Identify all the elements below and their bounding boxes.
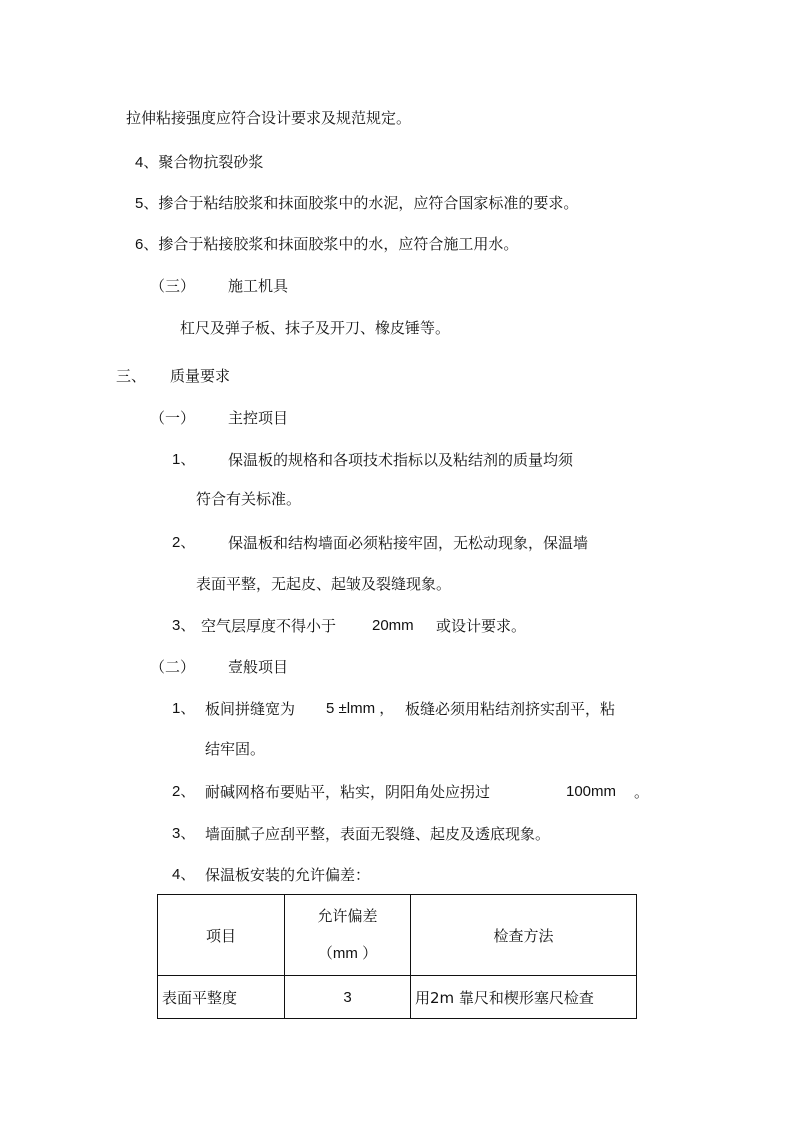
header-tolerance-line1: 允许偏差 [317,907,378,925]
paragraph-line: 表面平整，无起皮、起皱及裂缝现象。 [196,575,452,593]
item-number: 6、 [135,236,159,253]
item-number: 1、 [172,700,196,717]
header-method: 检查方法 [411,895,637,976]
header-item: 项目 [158,895,285,976]
section-heading-tools [150,276,195,296]
cell-method: 用2m 靠尺和楔形塞尺检查 [411,976,637,1019]
paragraph-line: 杠尺及弹子板、抹子及开刀、橡皮锤等。 [180,319,451,337]
header-tolerance-line2: （mm ） [317,945,378,962]
item-number: 4、 [135,154,159,171]
list-item-6 [135,234,518,255]
paragraph-text: 。 [634,783,650,801]
value-text: 100mm [566,783,617,800]
paragraph-line: 保温板和结构墙面必须粘接牢固，无松动现象，保温墙 [228,534,589,552]
value-text: 20mm [372,617,414,634]
list-item-4 [135,152,263,173]
paragraph-text: 板缝必须用粘结剂挤实刮平，粘 [405,700,616,718]
chapter-heading: 质量要求 [170,367,231,385]
paragraph-text: 板间拼缝宽为 [205,700,296,718]
item-number: 3、 [172,825,196,842]
paragraph-line: 符合有关标准。 [196,490,302,508]
section-number: （二） [150,658,196,676]
header-tolerance [285,895,411,976]
tolerance-table [157,894,637,1019]
cell-item: 表面平整度 [158,976,285,1019]
item-number: 4、 [172,866,196,883]
paragraph-line: 墙面腻子应刮平整，表面无裂缝、起皮及透底现象。 [205,825,551,843]
section-number: （一） [150,409,196,427]
paragraph-line: 结牢固。 [205,740,266,758]
item-number: 3、 [172,617,196,634]
value-text: 5 ±lmm ， [326,700,395,717]
table-header-row [158,895,637,976]
section-number: （三） [150,277,196,295]
section-heading: 壹般项目 [228,658,289,676]
item-number: 5、 [135,195,159,212]
paragraph-line: 保温板安装的允许偏差： [205,866,371,884]
list-item-5 [135,193,578,214]
chapter-number: 三、 [116,367,147,385]
paragraph-line: 拉伸粘接强度应符合设计要求及规范规定。 [126,109,412,127]
paragraph-text: 耐碱网格布要贴平，粘实，阴阳角处应拐过 [205,783,491,801]
table-row [158,976,637,1019]
item-text: 掺合于粘接胶浆和抹面胶浆中的水，应符合施工用水。 [158,235,519,253]
cell-tolerance: 3 [285,976,411,1019]
paragraph-text: 或设计要求。 [436,617,527,635]
item-number: 1、 [172,451,196,468]
item-number: 2、 [172,534,196,551]
item-number: 2、 [172,783,196,800]
item-text: 掺合于粘结胶浆和抹面胶浆中的水泥，应符合国家标准的要求。 [158,194,579,212]
section-heading-label: 施工机具 [228,277,289,295]
section-heading: 主控项目 [228,409,289,427]
paragraph-text: 空气层厚度不得小于 [201,617,337,635]
paragraph-line: 保温板的规格和各项技术指标以及粘结剂的质量均须 [228,451,574,469]
item-text: 聚合物抗裂砂浆 [158,153,264,171]
